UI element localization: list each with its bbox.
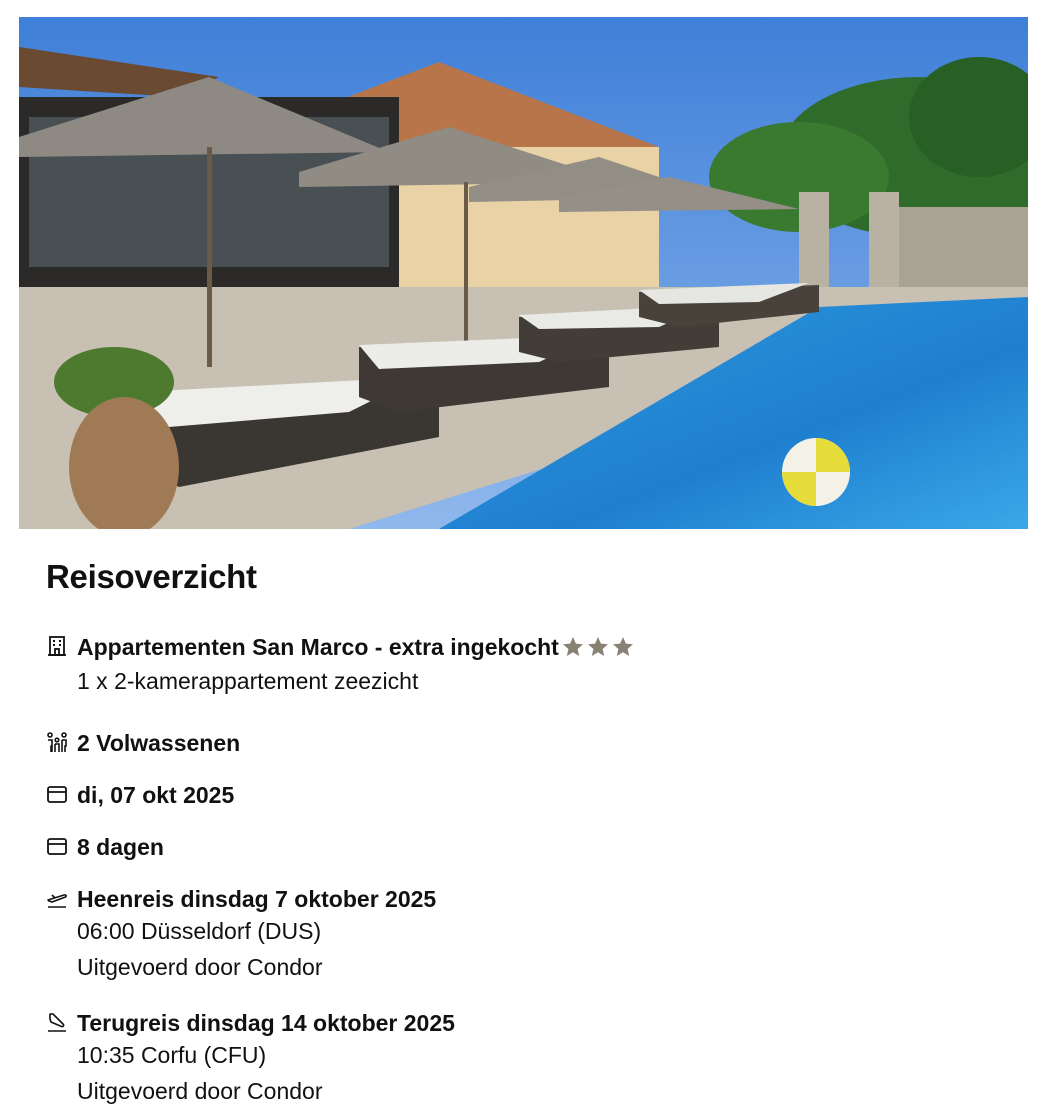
hotel-pool-photo (19, 17, 1028, 529)
travel-overview (46, 555, 1006, 1104)
calendar-icon (46, 783, 68, 805)
duration-label: 8 dagen (77, 834, 164, 860)
plane-departure-icon (46, 887, 68, 909)
hero-image (19, 17, 1028, 529)
return-title: Terugreis dinsdag 14 oktober 2025 (77, 1010, 455, 1036)
return-departure: 10:35 Corfu (CFU) (77, 1042, 267, 1068)
room-type: 1 x 2-kamerappartement zeezicht (77, 668, 419, 694)
building-icon (46, 635, 68, 657)
plane-arrival-icon (46, 1011, 68, 1033)
star-icon (586, 635, 610, 659)
page-title: Reisoverzicht (46, 558, 257, 595)
outbound-row (46, 885, 436, 985)
travelers-label: 2 Volwassenen (77, 730, 241, 756)
duration-row (46, 833, 164, 861)
hotel-rating (561, 635, 636, 659)
travelers-row (46, 729, 240, 757)
outbound-departure: 06:00 Düsseldorf (DUS) (77, 918, 322, 944)
hotel-row (46, 633, 636, 701)
return-operator: Uitgevoerd door Condor (77, 1078, 323, 1104)
hotel-name: Appartementen San Marco - extra ingekocht (77, 634, 559, 660)
departure-date: di, 07 okt 2025 (77, 782, 235, 808)
calendar-icon (46, 835, 68, 857)
date-row (46, 781, 234, 809)
outbound-operator: Uitgevoerd door Condor (77, 954, 323, 980)
star-icon (561, 635, 585, 659)
star-icon (611, 635, 635, 659)
return-row (46, 1009, 455, 1109)
family-icon (46, 731, 68, 753)
outbound-title: Heenreis dinsdag 7 oktober 2025 (77, 886, 437, 912)
